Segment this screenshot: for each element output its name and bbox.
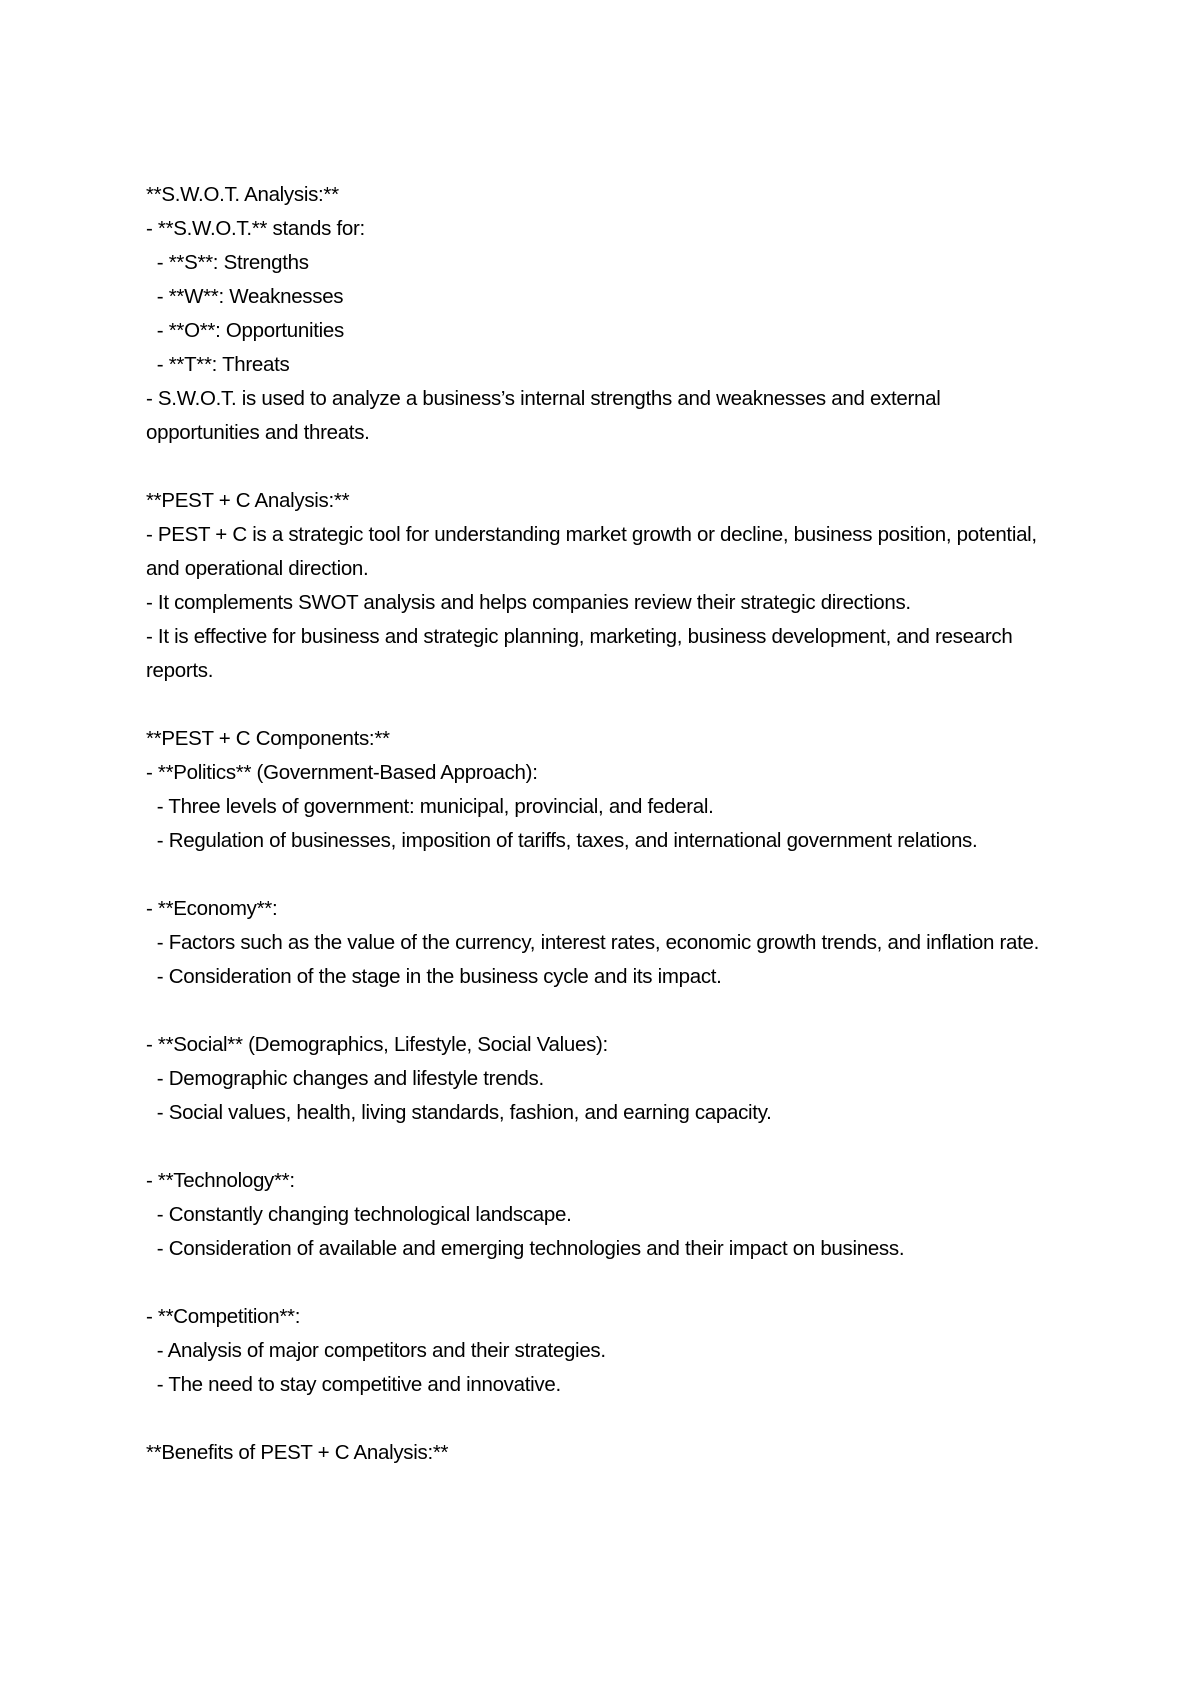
components-heading: **PEST + C Components:** [146, 727, 390, 750]
spacer [146, 1130, 1056, 1164]
pest-analysis-heading: **PEST + C Analysis:** [146, 489, 350, 512]
document-body [146, 178, 1056, 1470]
pest-analysis-point: - It is effective for business and strategic planning, marketing, business development, and research reports. [146, 625, 1013, 682]
spacer [146, 1402, 1056, 1436]
technology-point: - Consideration of available and emerging technologies and their impact on business. [146, 1237, 905, 1260]
competition-title: - **Competition**: [146, 1305, 301, 1328]
benefits-heading: **Benefits of PEST + C Analysis:** [146, 1441, 449, 1464]
swot-item-weaknesses: - **W**: Weaknesses [146, 285, 344, 308]
spacer [146, 858, 1056, 892]
competition-point: - Analysis of major competitors and their strategies. [146, 1339, 606, 1362]
technology-title: - **Technology**: [146, 1169, 295, 1192]
spacer [146, 450, 1056, 484]
swot-stands-for: - **S.W.O.T.** stands for: [146, 217, 365, 240]
politics-point: - Three levels of government: municipal, provincial, and federal. [146, 795, 714, 818]
swot-usage: - S.W.O.T. is used to analyze a business’s internal strengths and weaknesses and external opportunities and threats. [146, 387, 941, 444]
economy-point: - Consideration of the stage in the business cycle and its impact. [146, 965, 722, 988]
spacer [146, 688, 1056, 722]
competition-point: - The need to stay competitive and innovative. [146, 1373, 561, 1396]
swot-item-threats: - **T**: Threats [146, 353, 290, 376]
economy-point: - Factors such as the value of the currency, interest rates, economic growth trends, and inflation rate. [146, 931, 1040, 954]
technology-point: - Constantly changing technological landscape. [146, 1203, 572, 1226]
politics-title: - **Politics** (Government-Based Approach): [146, 761, 538, 784]
social-point: - Social values, health, living standards, fashion, and earning capacity. [146, 1101, 772, 1124]
swot-item-strengths: - **S**: Strengths [146, 251, 309, 274]
social-title: - **Social** (Demographics, Lifestyle, Social Values): [146, 1033, 608, 1056]
pest-analysis-point: - It complements SWOT analysis and helps companies review their strategic directions. [146, 591, 911, 614]
spacer [146, 1266, 1056, 1300]
pest-analysis-point: - PEST + C is a strategic tool for understanding market growth or decline, business position, potential, and operational direction. [146, 523, 1037, 580]
social-point: - Demographic changes and lifestyle trends. [146, 1067, 544, 1090]
economy-title: - **Economy**: [146, 897, 278, 920]
swot-item-opportunities: - **O**: Opportunities [146, 319, 344, 342]
politics-point: - Regulation of businesses, imposition of tariffs, taxes, and international government relations. [146, 829, 978, 852]
swot-heading: **S.W.O.T. Analysis:** [146, 183, 339, 206]
spacer [146, 994, 1056, 1028]
